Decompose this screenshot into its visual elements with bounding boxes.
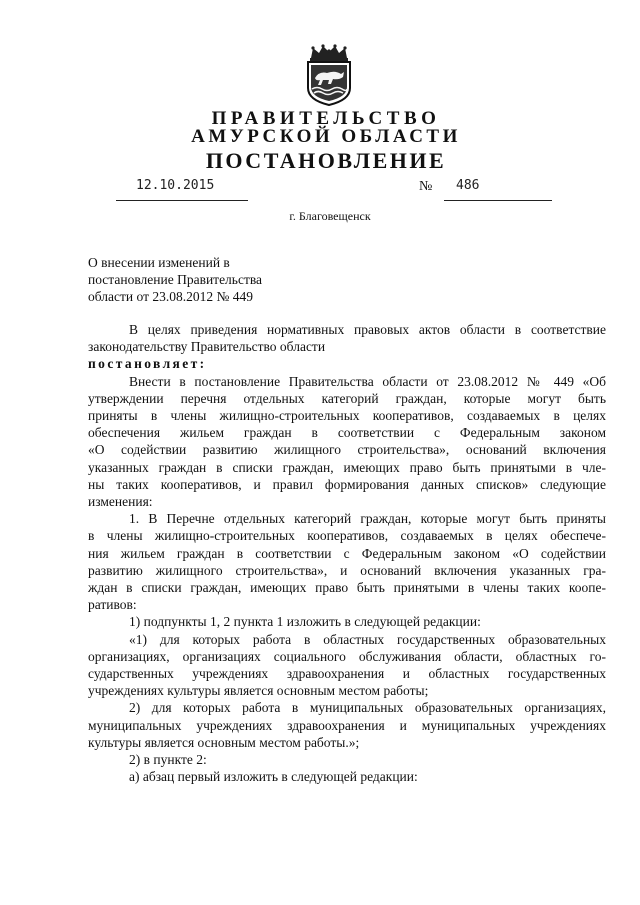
body-line: учреждениях культуры является основным местом работы; (88, 683, 429, 699)
amur-region-coat-of-arms-icon (303, 44, 355, 106)
body-line: развитию жилищного строительства», и оснований включения указанных гра- (88, 562, 606, 578)
body-line: «О содействии развитию жилищного строительства», оснований включения (88, 442, 606, 458)
body-line: приняты в члены жилищно-строительных кооперативов, создаваемых в целях (88, 408, 606, 424)
body-line: утверждении перечня отдельных категорий граждан, которые могут быть (88, 390, 606, 406)
date-value: 12.10.2015 (136, 178, 215, 193)
body-line: В целях приведения нормативных правовых актов области в соответствие (129, 322, 606, 337)
region-title: АМУРСКОЙ ОБЛАСТИ (191, 126, 461, 147)
body-line: организациях, организациях социального обслуживания области, областных го- (88, 648, 606, 664)
body-line: сударственных учреждениях здравоохранения и областных государственных (88, 666, 606, 682)
body-line: ны таких кооперативов, и правил формирования данных списков» следующие (88, 476, 606, 492)
number-sign: № (419, 179, 433, 194)
document-type-title: ПОСТАНОВЛЕНИЕ (205, 148, 447, 173)
body-line: 1. В Перечне отдельных категорий граждан, которые могут быть приняты (129, 511, 606, 527)
number-field (444, 178, 552, 201)
body-line: 2) в пункте 2: (129, 752, 207, 768)
body-line: 1) подпункты 1, 2 пункта 1 изложить в следующей редакции: (129, 614, 481, 630)
body-line: изменения: (88, 494, 153, 510)
resolution-keyword: постановляет: (88, 356, 207, 372)
subject-line: области от 23.08.2012 № 449 (88, 289, 253, 304)
body-line: «1) для которых работа в областных государственных образовательных (129, 631, 606, 647)
body-line: законодательству Правительство области (88, 339, 326, 355)
document-subject (88, 254, 262, 305)
date-field (116, 178, 248, 201)
body-line: ния жильем граждан в соответствии с Федеральным законом «О содействии (88, 545, 606, 561)
body-line: обеспечения жильем граждан в соответствии с Федеральным законом (88, 425, 606, 441)
body-line: ждан в списки граждан, имеющих право быть принятыми в члены таких коопе- (88, 580, 606, 596)
body-line: в члены жилищно-строительных кооперативов, создаваемых в целях обеспече- (88, 528, 606, 544)
body-line: муниципальных учреждениях здравоохранения и муниципальных учреждениях (88, 717, 606, 733)
government-title: ПРАВИТЕЛЬСТВО (211, 108, 441, 129)
document-body (88, 321, 606, 785)
body-line: ративов: (88, 597, 137, 613)
body-line: культуры является основным местом работы.»; (88, 734, 360, 750)
subject-line: О внесении изменений в (88, 255, 230, 270)
number-value: 486 (456, 178, 480, 193)
body-line: а) абзац первый изложить в следующей редакции: (129, 769, 418, 785)
body-line: указанных граждан в списки граждан, имеющих право быть принятыми в чле- (88, 459, 606, 475)
subject-line: постановление Правительства (88, 272, 263, 287)
city-line: г. Благовещенск (289, 209, 371, 223)
body-line: 2) для которых работа в муниципальных образовательных организациях, (129, 700, 606, 716)
body-line: Внести в постановление Правительства области от 23.08.2012 № 449 «Об (129, 373, 606, 389)
